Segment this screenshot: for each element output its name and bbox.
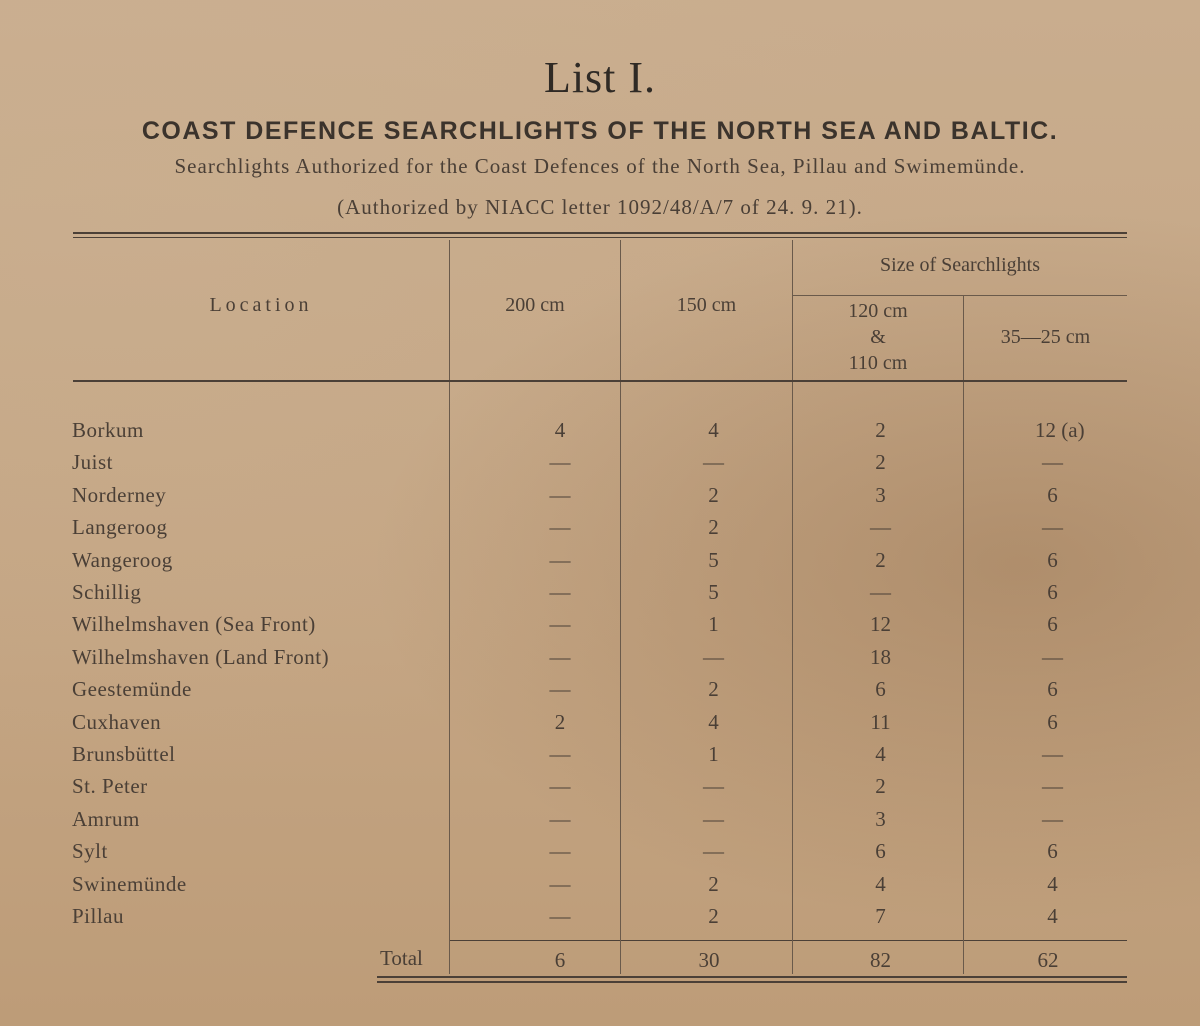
count-120cm-cell: 2 [875,774,886,799]
count-35-25cm-cell: 6 [1047,839,1058,864]
table-bottom-rule-thin [377,981,1127,983]
count-120cm-cell: 6 [875,839,886,864]
document-subheading: Searchlights Authorized for the Coast Defences of the North Sea, Pillau and Swimemünde. [174,154,1026,178]
count-35-25cm-cell: 4 [1047,904,1058,928]
location-cell: Schillig [72,580,142,604]
location-cell: Norderney [72,482,167,507]
header-200cm: 200 cm [505,294,565,316]
count-200cm-cell: — [549,677,571,702]
count-150cm-cell: — [703,806,724,831]
location-cell: St. Peter [72,774,148,799]
count-150cm-cell: — [703,774,724,799]
location-cell: Borkum [72,418,144,442]
count-200cm-cell: — [549,904,571,928]
count-200cm-cell: 4 [554,418,566,442]
table-row [0,483,1200,515]
count-35-25cm-cell: — [1042,742,1063,766]
table-bottom-rule [377,976,1127,978]
table-top-rule [73,232,1127,234]
count-200cm-cell: — [549,612,571,637]
count-35-25cm-cell: 4 [1047,871,1058,896]
count-120cm-cell: 18 [870,644,891,669]
count-35-25cm-cell: — [1042,644,1063,669]
total-35-25cm: 62 [1037,948,1059,972]
location-cell: Wangeroog [72,547,173,572]
count-150cm-cell: 5 [708,547,719,572]
count-35-25cm-cell: 6 [1047,580,1058,604]
count-120cm-cell: 12 [870,612,891,637]
count-120cm-cell: 2 [875,547,886,572]
count-120cm-cell: 2 [875,450,886,475]
header-bottom-rule [73,380,1127,382]
location-cell: Swinemünde [72,871,187,896]
location-cell: Brunsbüttel [72,742,176,766]
total-top-rule [450,940,1127,941]
count-150cm-cell: 2 [708,482,719,507]
count-150cm-cell: 2 [708,677,719,702]
table-row [0,904,1200,936]
count-120cm-cell: 3 [875,806,886,831]
table-row [0,774,1200,806]
count-150cm-cell: 1 [708,742,719,766]
location-cell: Sylt [72,839,108,864]
count-120cm-cell: 4 [875,742,886,766]
count-35-25cm-cell: 6 [1047,677,1058,702]
total-label: Total [380,946,423,970]
count-150cm-cell: — [703,839,724,864]
header-110cm: 110 cm [848,352,908,374]
count-200cm-cell: — [549,806,571,831]
count-150cm-cell: 2 [708,904,719,928]
count-200cm-cell: — [549,871,571,896]
location-cell: Wilhelmshaven (Sea Front) [72,612,316,637]
count-150cm-cell: 4 [708,709,719,734]
header-location: Location [209,294,313,316]
table-row [0,450,1200,482]
table-row [0,418,1200,450]
table-row [0,742,1200,774]
location-cell: Wilhelmshaven (Land Front) [72,644,330,669]
count-35-25cm-cell: — [1042,515,1063,540]
count-150cm-cell: 5 [708,580,719,604]
table-row [0,548,1200,580]
location-cell: Geestemünde [72,677,192,702]
count-35-25cm-cell: — [1042,806,1063,831]
count-200cm-cell: — [549,482,571,507]
count-120cm-cell: 3 [875,482,886,507]
count-35-25cm-cell: 6 [1047,709,1058,734]
count-200cm-cell: — [549,515,571,540]
count-200cm-cell: — [549,774,571,799]
count-120cm-cell: 11 [870,709,891,734]
count-150cm-cell: 2 [708,515,719,540]
count-35-25cm-cell: 6 [1047,547,1058,572]
header-120cm: 120 cm [848,300,908,322]
count-200cm-cell: — [549,450,571,475]
count-200cm-cell: 2 [554,709,566,734]
count-120cm-cell: — [870,515,891,540]
table-row [0,645,1200,677]
header-size-of-searchlights: Size of Searchlights [880,254,1040,276]
table-row [0,839,1200,871]
count-120cm-cell: 2 [875,418,886,442]
count-200cm-cell: — [549,742,571,766]
count-200cm-cell: — [549,644,571,669]
count-200cm-cell: — [549,547,571,572]
page-title: List I. [543,53,657,102]
table-row [0,710,1200,742]
count-120cm-cell: — [870,580,891,604]
table-row [0,612,1200,644]
location-cell: Juist [72,450,114,475]
count-120cm-cell: 7 [875,904,886,928]
count-200cm-cell: — [549,839,571,864]
table-row [0,677,1200,709]
document-heading: COAST DEFENCE SEARCHLIGHTS OF THE NORTH SEA AND BALTIC. [141,117,1059,145]
count-150cm-cell: 1 [708,612,719,637]
count-200cm-cell: — [549,580,571,604]
header-ampersand: & [870,326,886,348]
table-row [0,580,1200,612]
table-top-rule-thin [73,237,1127,238]
header-35-25cm: 35—25 cm [1000,326,1091,348]
count-150cm-cell: — [703,450,724,475]
table-row [0,515,1200,547]
table-row [0,807,1200,839]
count-35-25cm-cell: 6 [1047,612,1058,637]
total-120cm: 82 [870,948,891,972]
count-120cm-cell: 4 [875,871,886,896]
authorization-note: (Authorized by NIACC letter 1092/48/A/7 of 24. 9. 21). [337,195,863,219]
count-150cm-cell: — [703,644,724,669]
total-150cm: 30 [698,948,720,972]
location-cell: Cuxhaven [72,709,162,734]
location-cell: Amrum [72,806,140,831]
location-cell: Langeroog [72,515,168,540]
total-200cm: 6 [554,948,566,972]
count-150cm-cell: 2 [708,871,719,896]
table-row [0,872,1200,904]
header-150cm: 150 cm [676,294,737,316]
count-35-25cm-cell: — [1042,450,1063,475]
count-35-25cm-cell: — [1042,774,1063,799]
count-120cm-cell: 6 [875,677,886,702]
count-35-25cm-cell: 12 (a) [1035,418,1085,442]
location-cell: Pillau [72,904,125,928]
count-35-25cm-cell: 6 [1047,482,1058,507]
group-header-rule [793,295,1127,296]
count-150cm-cell: 4 [708,418,719,442]
